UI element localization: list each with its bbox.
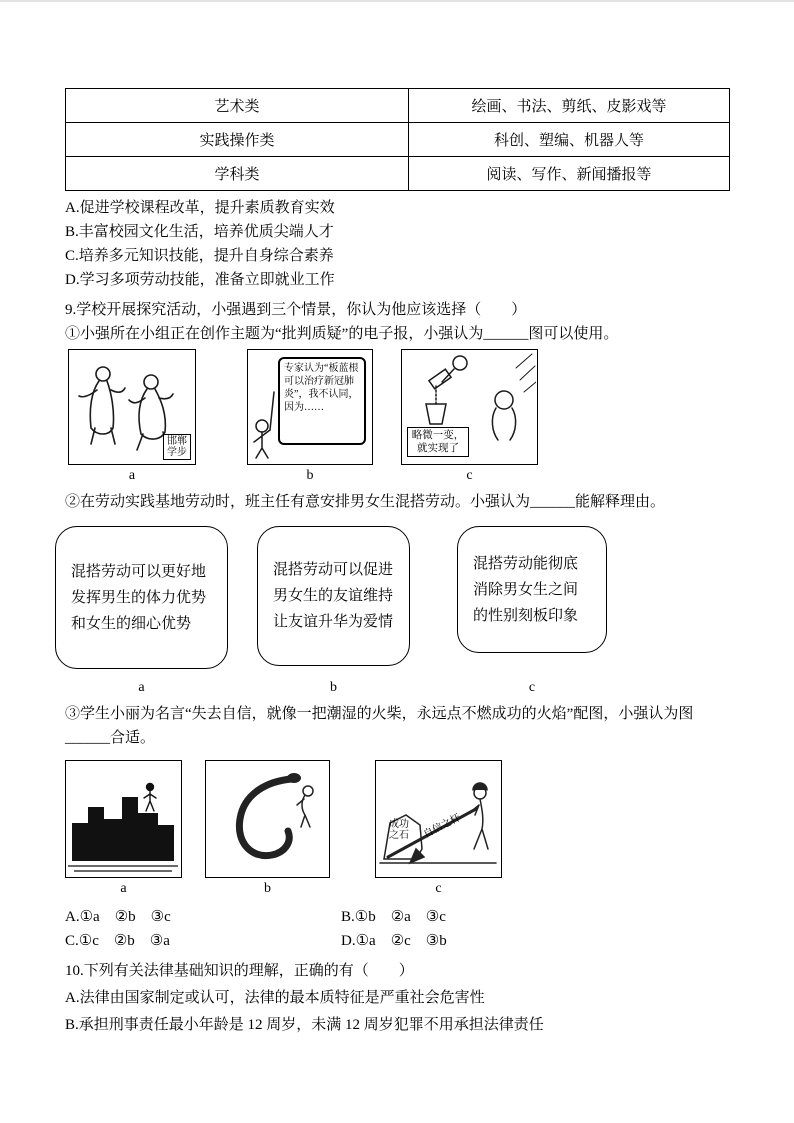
reason-card [257,526,410,666]
q9-sub3-figure-c [375,760,502,897]
handanxuebu-caption: 邯郸学步 [163,434,191,460]
hook-drawing [206,761,328,876]
card-label-b: b [330,680,337,695]
card-label-c: c [528,680,536,695]
reason-card [457,526,607,653]
q10-stem: 10.下列有关法律基础知识的理解，正确的有（ ） [65,963,414,979]
q8-option-c: C.培养多元知识技能，提升自身综合素养 [65,248,334,264]
q9-sub3-figure-a [65,760,182,897]
table-row [66,89,730,123]
reason-card-text: 混搭劳动可以更好地发挥男生的体力优势和女生的细心优势 [71,563,207,632]
q9-sub3-figure-b [205,760,330,897]
reason-card-text: 混搭劳动能彻底消除男女生之间的性别刻板印象 [473,555,579,624]
figure-label-b: b [264,881,271,896]
figure-label-a: a [120,881,127,896]
card-label-a: a [138,680,145,695]
handan-xuebu-cartoon [68,349,196,465]
lever-of-confidence-cartoon [375,760,502,878]
sign-holder-figure [249,354,279,460]
table-row [66,123,730,157]
q9-sub2-card-a [55,526,228,696]
q9-options-row-2 [65,929,730,953]
q9-sub1-figure-c [401,349,538,484]
q9-option-b: B.①b ②a ③c [341,909,446,925]
q8-option-a: A.促进学校课程改革，提升素质教育实效 [65,200,335,216]
expert-quote-sign: 专家认为“板蓝根可以治疗新冠肺炎”，我不认同，因为…… [278,357,366,445]
q9-sub2-cards [55,526,730,696]
q9-options [65,905,730,953]
q9-option-c: C.①c ②b ③a [65,933,170,949]
figure-label-c: c [435,881,442,896]
lever-text: 自信之杆 [421,812,463,841]
figure-label-b: b [306,468,314,483]
expert-doubt-cartoon [247,349,373,465]
q9-sub3-figures [65,760,730,897]
q8-option-d: D.学习多项劳动技能，准备立即就业工作 [65,272,335,288]
q9-option-a: A.①a ②b ③c [65,909,171,925]
q8-option-b: B.丰富校园文化生活，培养优质尖端人才 [65,224,334,240]
q9-sub2-text: ②在劳动实践基地劳动时，班主任有意安排男女生混搭劳动。小强认为______能解释理由。 [65,494,666,510]
q10-option-b: B.承担刑事责任最小年龄是 12 周岁，未满 12 周岁犯罪不用承担法律责任 [65,1017,544,1033]
alchemy-cartoon [401,349,538,465]
q9-sub1-text: ①小强所在小组正在创作主题为“批判质疑”的电子报，小强认为______图可以使用。 [65,326,619,342]
q9-sub1-figures [68,349,730,484]
table-cell-category: 艺术类 [66,89,409,123]
figure-label-c: c [466,468,473,483]
reason-card-text: 混搭劳动可以促进男女生的友谊维持让友谊升华为爱情 [273,562,394,630]
q10-option-a: A.法律由国家制定或认可，法律的最本质特征是严重社会危害性 [65,990,485,1006]
black-silhouette-drawing [66,761,180,876]
q9-option-d: D.①a ②c ③b [341,933,447,949]
drooping-match-cartoon [205,760,330,878]
q9-stem: 9.学校开展探究活动，小强遇到三个情景，你认为他应该选择（ ） [65,302,527,318]
rock-text: 成功之石 [389,819,409,841]
activity-category-table [65,88,730,191]
reason-card [55,526,228,669]
slogan-box: 略微一变，就实现了 [407,427,469,457]
burnt-matches-cartoon [65,760,182,878]
q9-sub2-card-c [457,526,607,696]
table-cell-category: 学科类 [66,157,409,191]
q9-options-row-1 [65,905,730,929]
table-cell-items: 科创、塑编、机器人等 [409,123,730,157]
table-cell-category: 实践操作类 [66,123,409,157]
table-row [66,157,730,191]
figure-label-a: a [128,468,136,483]
q9-sub1-figure-a [68,349,196,484]
table-cell-items: 阅读、写作、新闻播报等 [409,157,730,191]
q9-sub2-card-b [257,526,410,696]
q8-options [65,196,730,292]
table-cell-items: 绘画、书法、剪纸、皮影戏等 [409,89,730,123]
q9-sub3-text: ③学生小丽为名言“失去自信，就像一把潮湿的火柴，永远点不燃成功的火焰”配图，小强认为图______合适。 [65,706,694,746]
q9-sub1-figure-b [247,349,373,484]
